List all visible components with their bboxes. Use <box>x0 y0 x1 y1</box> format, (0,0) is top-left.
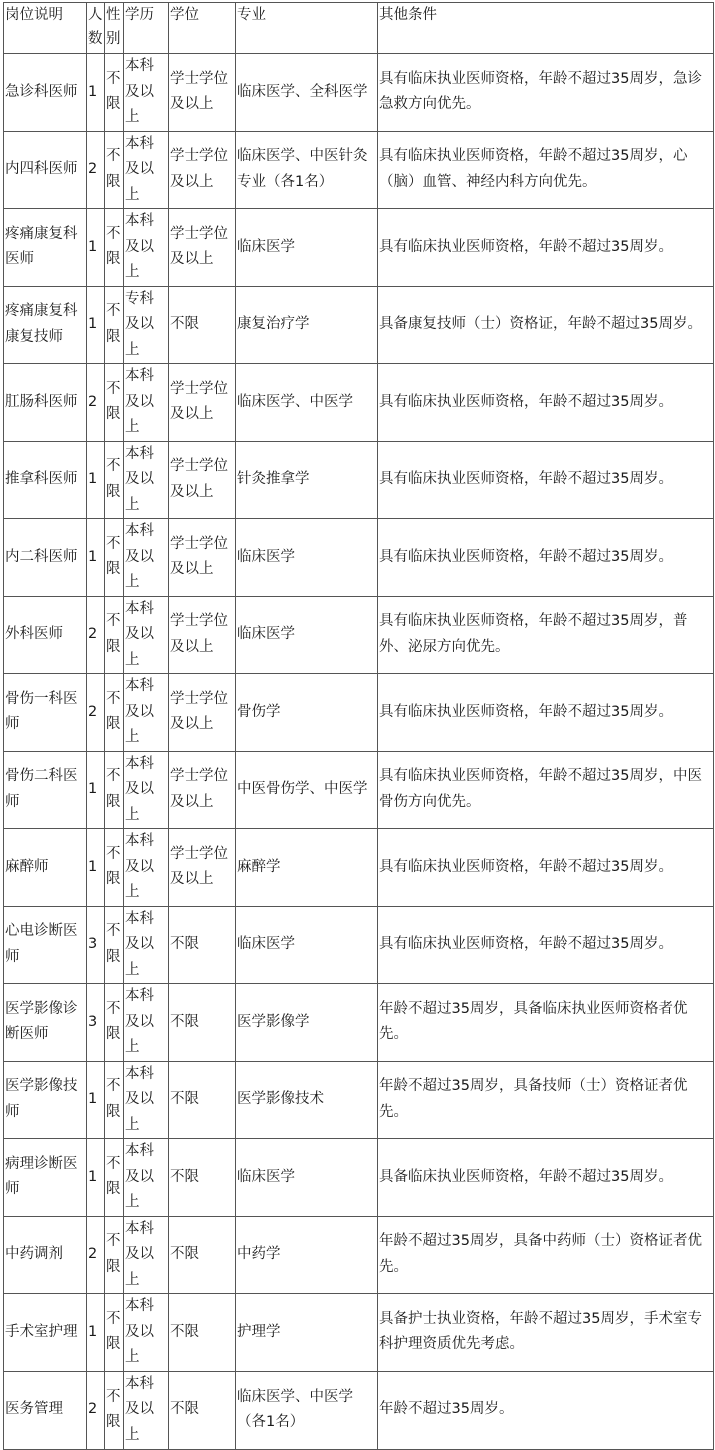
table-row <box>4 596 714 674</box>
cell-position: 疼痛康复科医师 <box>4 209 87 287</box>
cell-gender: 不限 <box>105 1216 124 1294</box>
cell-other: 具有临床执业医师资格，年龄不超过35周岁。 <box>378 519 714 597</box>
cell-other: 具有临床执业医师资格，年龄不超过35周岁，心（脑）血管、神经内科方向优先。 <box>378 131 714 209</box>
cell-degree: 不限 <box>169 1061 236 1139</box>
header-education: 学历 <box>124 3 169 54</box>
recruitment-table <box>3 2 714 1450</box>
cell-position: 疼痛康复科康复技师 <box>4 286 87 364</box>
cell-other: 具有临床执业医师资格，年龄不超过35周岁。 <box>378 441 714 519</box>
cell-education: 本科及以上 <box>124 54 169 132</box>
cell-position: 医务管理 <box>4 1371 87 1449</box>
header-degree: 学位 <box>169 3 236 54</box>
cell-count: 1 <box>87 54 105 132</box>
cell-count: 2 <box>87 674 105 752</box>
cell-major: 临床医学、中医学（各1名） <box>236 1371 378 1449</box>
cell-degree: 不限 <box>169 1216 236 1294</box>
cell-position: 心电诊断医师 <box>4 906 87 984</box>
cell-degree: 学士学位及以上 <box>169 364 236 442</box>
cell-gender: 不限 <box>105 54 124 132</box>
cell-count: 1 <box>87 829 105 907</box>
cell-position: 医学影像技师 <box>4 1061 87 1139</box>
cell-degree: 学士学位及以上 <box>169 131 236 209</box>
cell-major: 临床医学 <box>236 596 378 674</box>
cell-other: 具备康复技师（士）资格证，年龄不超过35周岁。 <box>378 286 714 364</box>
cell-count: 3 <box>87 984 105 1062</box>
cell-other: 具备护士执业资格，年龄不超过35周岁，手术室专科护理资质优先考虑。 <box>378 1294 714 1372</box>
cell-education: 本科及以上 <box>124 131 169 209</box>
table-row <box>4 131 714 209</box>
cell-position: 麻醉师 <box>4 829 87 907</box>
cell-education: 本科及以上 <box>124 364 169 442</box>
cell-gender: 不限 <box>105 1371 124 1449</box>
cell-position: 骨伤二科医师 <box>4 751 87 829</box>
cell-position: 推拿科医师 <box>4 441 87 519</box>
cell-education: 本科及以上 <box>124 906 169 984</box>
cell-gender: 不限 <box>105 829 124 907</box>
cell-gender: 不限 <box>105 751 124 829</box>
cell-degree: 不限 <box>169 286 236 364</box>
cell-education: 本科及以上 <box>124 1216 169 1294</box>
cell-other: 年龄不超过35周岁，具备临床执业医师资格者优先。 <box>378 984 714 1062</box>
cell-degree: 学士学位及以上 <box>169 519 236 597</box>
table-row <box>4 1061 714 1139</box>
cell-count: 2 <box>87 131 105 209</box>
cell-major: 临床医学、全科医学 <box>236 54 378 132</box>
cell-count: 1 <box>87 441 105 519</box>
table-row <box>4 984 714 1062</box>
cell-major: 康复治疗学 <box>236 286 378 364</box>
cell-position: 肛肠科医师 <box>4 364 87 442</box>
cell-other: 具有临床执业医师资格，年龄不超过35周岁，普外、泌尿方向优先。 <box>378 596 714 674</box>
cell-degree: 学士学位及以上 <box>169 596 236 674</box>
cell-count: 1 <box>87 1139 105 1217</box>
cell-degree: 不限 <box>169 906 236 984</box>
cell-degree: 不限 <box>169 1371 236 1449</box>
cell-gender: 不限 <box>105 674 124 752</box>
cell-major: 针灸推拿学 <box>236 441 378 519</box>
cell-degree: 学士学位及以上 <box>169 54 236 132</box>
cell-major: 临床医学、中医针灸专业（各1名） <box>236 131 378 209</box>
table-row <box>4 286 714 364</box>
cell-gender: 不限 <box>105 984 124 1062</box>
header-gender: 性别 <box>105 3 124 54</box>
cell-degree: 学士学位及以上 <box>169 829 236 907</box>
cell-count: 1 <box>87 1294 105 1372</box>
cell-gender: 不限 <box>105 1139 124 1217</box>
cell-major: 中医骨伤学、中医学 <box>236 751 378 829</box>
cell-count: 2 <box>87 1216 105 1294</box>
cell-education: 本科及以上 <box>124 596 169 674</box>
cell-gender: 不限 <box>105 286 124 364</box>
cell-count: 1 <box>87 286 105 364</box>
table-row <box>4 441 714 519</box>
cell-gender: 不限 <box>105 1294 124 1372</box>
cell-education: 本科及以上 <box>124 441 169 519</box>
cell-major: 临床医学 <box>236 519 378 597</box>
cell-other: 具有临床执业医师资格，年龄不超过35周岁。 <box>378 829 714 907</box>
cell-position: 病理诊断医师 <box>4 1139 87 1217</box>
table-row <box>4 674 714 752</box>
cell-education: 本科及以上 <box>124 751 169 829</box>
table-row <box>4 829 714 907</box>
table-row <box>4 1139 714 1217</box>
cell-education: 本科及以上 <box>124 674 169 752</box>
cell-position: 外科医师 <box>4 596 87 674</box>
cell-other: 年龄不超过35周岁。 <box>378 1371 714 1449</box>
cell-education: 专科及以上 <box>124 286 169 364</box>
cell-major: 医学影像技术 <box>236 1061 378 1139</box>
cell-education: 本科及以上 <box>124 1294 169 1372</box>
cell-degree: 不限 <box>169 1294 236 1372</box>
cell-education: 本科及以上 <box>124 519 169 597</box>
cell-other: 具有临床执业医师资格，年龄不超过35周岁，急诊急救方向优先。 <box>378 54 714 132</box>
cell-other: 年龄不超过35周岁，具备技师（士）资格证者优先。 <box>378 1061 714 1139</box>
cell-education: 本科及以上 <box>124 1061 169 1139</box>
cell-major: 临床医学 <box>236 1139 378 1217</box>
header-other: 其他条件 <box>378 3 714 54</box>
cell-count: 2 <box>87 364 105 442</box>
cell-position: 手术室护理 <box>4 1294 87 1372</box>
cell-major: 临床医学、中医学 <box>236 364 378 442</box>
cell-other: 具有临床执业医师资格，年龄不超过35周岁，中医骨伤方向优先。 <box>378 751 714 829</box>
cell-degree: 学士学位及以上 <box>169 441 236 519</box>
cell-count: 1 <box>87 519 105 597</box>
cell-degree: 不限 <box>169 984 236 1062</box>
cell-count: 3 <box>87 906 105 984</box>
cell-major: 中药学 <box>236 1216 378 1294</box>
cell-gender: 不限 <box>105 1061 124 1139</box>
cell-other: 具有临床执业医师资格，年龄不超过35周岁。 <box>378 364 714 442</box>
cell-gender: 不限 <box>105 906 124 984</box>
cell-other: 具备临床执业医师资格，年龄不超过35周岁。 <box>378 1139 714 1217</box>
header-row <box>4 3 714 54</box>
cell-position: 骨伤一科医师 <box>4 674 87 752</box>
cell-other: 年龄不超过35周岁，具备中药师（士）资格证者优先。 <box>378 1216 714 1294</box>
cell-gender: 不限 <box>105 209 124 287</box>
cell-education: 本科及以上 <box>124 209 169 287</box>
cell-education: 本科及以上 <box>124 1371 169 1449</box>
cell-education: 本科及以上 <box>124 829 169 907</box>
cell-major: 临床医学 <box>236 209 378 287</box>
cell-degree: 学士学位及以上 <box>169 209 236 287</box>
cell-gender: 不限 <box>105 441 124 519</box>
table-row <box>4 364 714 442</box>
cell-major: 护理学 <box>236 1294 378 1372</box>
table-row <box>4 1371 714 1449</box>
table-row <box>4 209 714 287</box>
cell-gender: 不限 <box>105 596 124 674</box>
cell-degree: 学士学位及以上 <box>169 751 236 829</box>
cell-gender: 不限 <box>105 519 124 597</box>
cell-other: 具有临床执业医师资格，年龄不超过35周岁。 <box>378 209 714 287</box>
cell-other: 具有临床执业医师资格，年龄不超过35周岁。 <box>378 674 714 752</box>
header-count: 人数 <box>87 3 105 54</box>
cell-position: 内二科医师 <box>4 519 87 597</box>
cell-major: 医学影像学 <box>236 984 378 1062</box>
cell-count: 2 <box>87 596 105 674</box>
cell-major: 临床医学 <box>236 906 378 984</box>
cell-position: 中药调剂 <box>4 1216 87 1294</box>
cell-count: 1 <box>87 1061 105 1139</box>
cell-major: 骨伤学 <box>236 674 378 752</box>
cell-position: 急诊科医师 <box>4 54 87 132</box>
header-position: 岗位说明 <box>4 3 87 54</box>
cell-count: 2 <box>87 1371 105 1449</box>
table-row <box>4 751 714 829</box>
cell-degree: 学士学位及以上 <box>169 674 236 752</box>
cell-other: 具有临床执业医师资格，年龄不超过35周岁。 <box>378 906 714 984</box>
cell-position: 内四科医师 <box>4 131 87 209</box>
cell-degree: 不限 <box>169 1139 236 1217</box>
header-major: 专业 <box>236 3 378 54</box>
table-row <box>4 906 714 984</box>
cell-major: 麻醉学 <box>236 829 378 907</box>
cell-count: 1 <box>87 751 105 829</box>
table-row <box>4 1294 714 1372</box>
cell-count: 1 <box>87 209 105 287</box>
table-row <box>4 519 714 597</box>
table-row <box>4 54 714 132</box>
cell-education: 本科及以上 <box>124 1139 169 1217</box>
table-row <box>4 1216 714 1294</box>
cell-position: 医学影像诊断医师 <box>4 984 87 1062</box>
cell-gender: 不限 <box>105 364 124 442</box>
cell-education: 本科及以上 <box>124 984 169 1062</box>
cell-gender: 不限 <box>105 131 124 209</box>
